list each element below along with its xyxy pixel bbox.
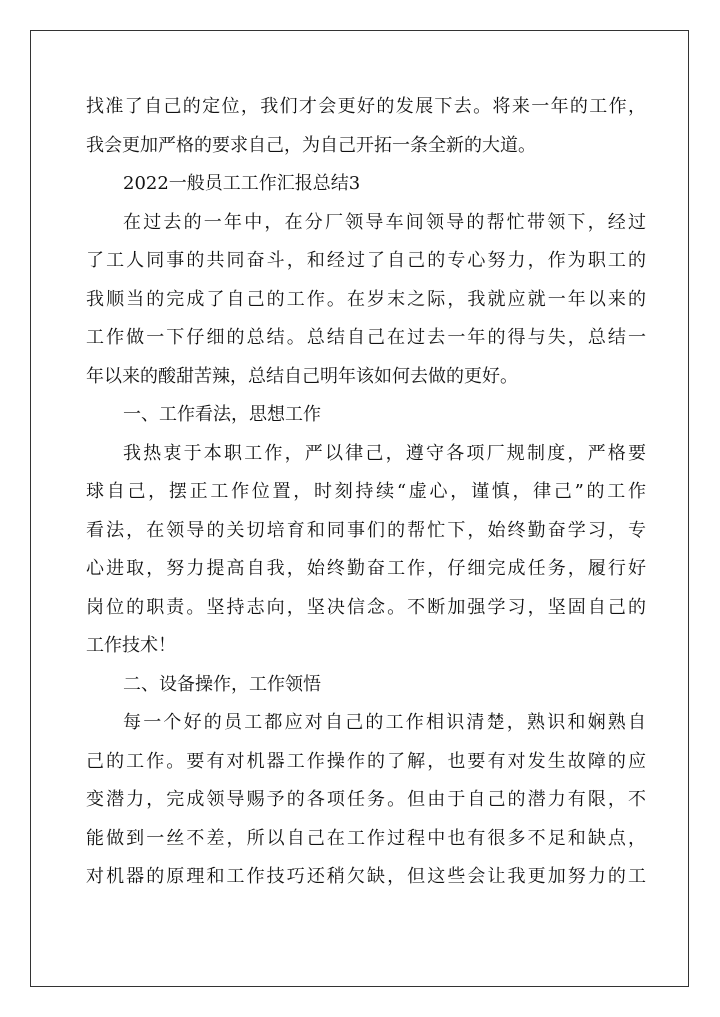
text-line: 工作做一下仔细的总结。总结自己在过去一年的得与失，总结一: [86, 327, 646, 348]
text-line: 己的工作。要有对机器工作操作的了解，也要有对发生故障的应: [86, 750, 646, 772]
text-line: 了工人同事的共同奋斗，和经过了自己的专心努力，作为职工的: [86, 250, 646, 271]
text-line: 变潜力，完成领导赐予的各项任务。但由于自己的潜力有限，不: [86, 789, 646, 810]
section-heading: 一、工作看法，思想工作: [123, 404, 321, 425]
text-line: 每一个好的员工都应对自己的工作相识清楚，熟识和娴熟自: [123, 712, 646, 733]
text-line: 心进取，努力提高自我，始终勤奋工作，仔细完成任务，履行好: [86, 558, 646, 579]
text-line: 岗位的职责。坚持志向，坚决信念。不断加强学习，坚固自己的: [86, 596, 646, 618]
text-line: 能做到一丝不差，所以自己在工作过程中也有很多不足和缺点，: [86, 827, 646, 849]
text-line: 工作技术！: [86, 635, 176, 656]
section-title: 2022一般员工工作汇报总结3: [123, 173, 361, 194]
text-line: 对机器的原理和工作技巧还稍欠缺，但这些会让我更加努力的工: [86, 866, 646, 887]
text-line: 我热衷于本职工作，严以律己，遵守各项厂规制度，严格要: [123, 442, 646, 464]
text-line: 找准了自己的定位，我们才会更好的发展下去。将来一年的工作，: [86, 96, 646, 117]
text-line: 年以来的酸甜苦辣，总结自己明年该如何去做的更好。: [86, 365, 518, 387]
text-line: 看法，在领导的关切培育和同事们的帮忙下，始终勤奋学习，专: [86, 519, 646, 541]
section-heading: 二、设备操作，工作领悟: [123, 673, 321, 695]
text-line: 球自己，摆正工作位置，时刻持续“虚心，谨慎，律己”的工作: [86, 481, 646, 502]
text-line: 我顺当的完成了自己的工作。在岁末之际，我就应就一年以来的: [86, 288, 646, 310]
text-line: 在过去的一年中，在分厂领导车间领导的帮忙带领下，经过: [123, 211, 646, 233]
text-line: 我会更加严格的要求自己，为自己开拓一条全新的大道。: [86, 134, 536, 156]
document-body: [86, 88, 646, 897]
